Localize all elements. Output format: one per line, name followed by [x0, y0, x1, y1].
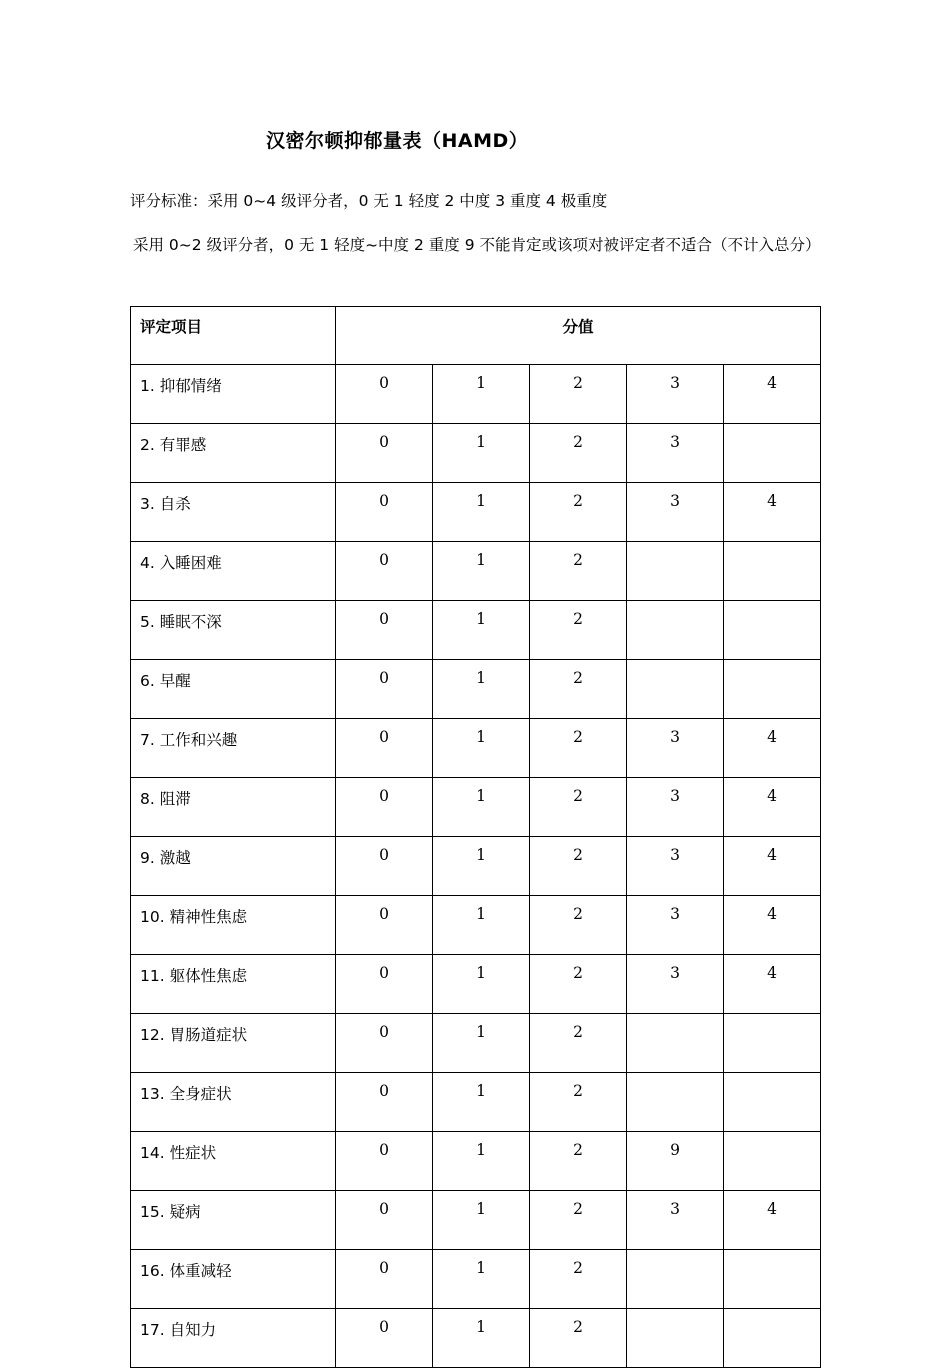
score-cell: 3	[627, 896, 724, 955]
item-name: 8. 阻滞	[131, 778, 336, 837]
score-cell: 1	[433, 719, 530, 778]
score-cell: 4	[724, 365, 821, 424]
score-cell: 4	[724, 1191, 821, 1250]
score-cell: 1	[433, 601, 530, 660]
item-name: 5. 睡眠不深	[131, 601, 336, 660]
score-cell	[724, 1132, 821, 1191]
table-row	[131, 896, 821, 955]
item-name: 6. 早醒	[131, 660, 336, 719]
score-cell: 3	[627, 483, 724, 542]
score-cell: 0	[336, 1309, 433, 1368]
score-cell: 2	[530, 483, 627, 542]
score-cell: 1	[433, 483, 530, 542]
score-cell: 1	[433, 837, 530, 896]
header-item: 评定项目	[131, 307, 336, 365]
score-cell: 0	[336, 837, 433, 896]
table-row	[131, 719, 821, 778]
score-cell	[627, 660, 724, 719]
header-score: 分值	[336, 307, 821, 365]
score-cell: 0	[336, 660, 433, 719]
score-cell: 0	[336, 1073, 433, 1132]
score-cell: 2	[530, 1132, 627, 1191]
item-name: 16. 体重减轻	[131, 1250, 336, 1309]
score-cell: 2	[530, 424, 627, 483]
score-cell: 0	[336, 365, 433, 424]
score-cell: 4	[724, 837, 821, 896]
item-name: 4. 入睡困难	[131, 542, 336, 601]
score-cell: 2	[530, 542, 627, 601]
item-name: 11. 躯体性焦虑	[131, 955, 336, 1014]
item-name: 14. 性症状	[131, 1132, 336, 1191]
table-row	[131, 660, 821, 719]
table-row	[131, 1014, 821, 1073]
table-row	[131, 365, 821, 424]
score-cell: 0	[336, 955, 433, 1014]
score-cell: 3	[627, 365, 724, 424]
score-cell: 1	[433, 955, 530, 1014]
table-row	[131, 778, 821, 837]
score-cell: 1	[433, 424, 530, 483]
score-cell: 2	[530, 1250, 627, 1309]
table-row	[131, 542, 821, 601]
score-cell: 0	[336, 719, 433, 778]
score-cell: 4	[724, 778, 821, 837]
item-name: 10. 精神性焦虑	[131, 896, 336, 955]
score-cell: 4	[724, 483, 821, 542]
score-cell: 1	[433, 365, 530, 424]
table-row	[131, 1191, 821, 1250]
score-cell	[627, 1073, 724, 1132]
score-cell: 0	[336, 542, 433, 601]
score-cell: 2	[530, 1014, 627, 1073]
score-cell	[724, 601, 821, 660]
score-cell: 1	[433, 1309, 530, 1368]
score-cell: 0	[336, 424, 433, 483]
score-cell: 0	[336, 601, 433, 660]
score-cell: 1	[433, 542, 530, 601]
score-cell: 0	[336, 1250, 433, 1309]
score-cell: 2	[530, 1309, 627, 1368]
score-cell: 2	[530, 660, 627, 719]
score-cell: 1	[433, 896, 530, 955]
score-cell	[724, 1309, 821, 1368]
table-row	[131, 1073, 821, 1132]
score-cell: 1	[433, 1014, 530, 1073]
score-cell: 0	[336, 1191, 433, 1250]
score-cell: 3	[627, 837, 724, 896]
item-name: 12. 胃肠道症状	[131, 1014, 336, 1073]
score-cell	[724, 1014, 821, 1073]
score-cell	[627, 1014, 724, 1073]
hamd-scale-table	[130, 306, 821, 1368]
score-cell: 4	[724, 955, 821, 1014]
score-cell	[627, 601, 724, 660]
score-cell: 3	[627, 424, 724, 483]
scoring-criteria-0-2: 采用 0~2 级评分者，0 无 1 轻度~中度 2 重度 9 不能肯定或该项对被评定者不适合（不计入总分）	[133, 236, 821, 254]
score-cell: 0	[336, 1132, 433, 1191]
item-name: 2. 有罪感	[131, 424, 336, 483]
score-cell: 0	[336, 778, 433, 837]
item-name: 9. 激越	[131, 837, 336, 896]
score-cell: 2	[530, 365, 627, 424]
score-cell	[724, 660, 821, 719]
table-row	[131, 1309, 821, 1368]
score-cell: 1	[433, 1191, 530, 1250]
table-row	[131, 955, 821, 1014]
score-cell: 3	[627, 778, 724, 837]
item-name: 17. 自知力	[131, 1309, 336, 1368]
score-cell: 1	[433, 1132, 530, 1191]
score-cell: 4	[724, 896, 821, 955]
score-cell: 0	[336, 896, 433, 955]
score-cell: 2	[530, 1073, 627, 1132]
document-title: 汉密尔顿抑郁量表（HAMD）	[266, 130, 529, 152]
item-name: 13. 全身症状	[131, 1073, 336, 1132]
table-row	[131, 601, 821, 660]
score-cell	[724, 1250, 821, 1309]
score-cell: 0	[336, 483, 433, 542]
item-name: 7. 工作和兴趣	[131, 719, 336, 778]
score-cell: 3	[627, 719, 724, 778]
score-cell	[724, 1073, 821, 1132]
score-cell	[627, 542, 724, 601]
score-cell: 2	[530, 955, 627, 1014]
score-cell: 3	[627, 1191, 724, 1250]
table-row	[131, 483, 821, 542]
table-row	[131, 1250, 821, 1309]
score-cell	[724, 424, 821, 483]
score-cell: 2	[530, 837, 627, 896]
table-header-row	[131, 307, 821, 365]
score-cell: 9	[627, 1132, 724, 1191]
table-row	[131, 1132, 821, 1191]
score-cell: 1	[433, 660, 530, 719]
score-cell	[724, 542, 821, 601]
score-cell: 2	[530, 896, 627, 955]
score-cell: 2	[530, 601, 627, 660]
table-row	[131, 837, 821, 896]
score-cell: 1	[433, 1250, 530, 1309]
table-row	[131, 424, 821, 483]
scoring-criteria-0-4: 评分标准：采用 0~4 级评分者，0 无 1 轻度 2 中度 3 重度 4 极重度	[130, 192, 608, 210]
item-name: 3. 自杀	[131, 483, 336, 542]
item-name: 15. 疑病	[131, 1191, 336, 1250]
score-cell: 3	[627, 955, 724, 1014]
score-cell: 2	[530, 719, 627, 778]
score-cell: 1	[433, 778, 530, 837]
item-name: 1. 抑郁情绪	[131, 365, 336, 424]
score-cell	[627, 1309, 724, 1368]
score-cell: 1	[433, 1073, 530, 1132]
score-cell: 2	[530, 778, 627, 837]
score-cell	[627, 1250, 724, 1309]
score-cell: 0	[336, 1014, 433, 1073]
score-cell: 4	[724, 719, 821, 778]
score-cell: 2	[530, 1191, 627, 1250]
